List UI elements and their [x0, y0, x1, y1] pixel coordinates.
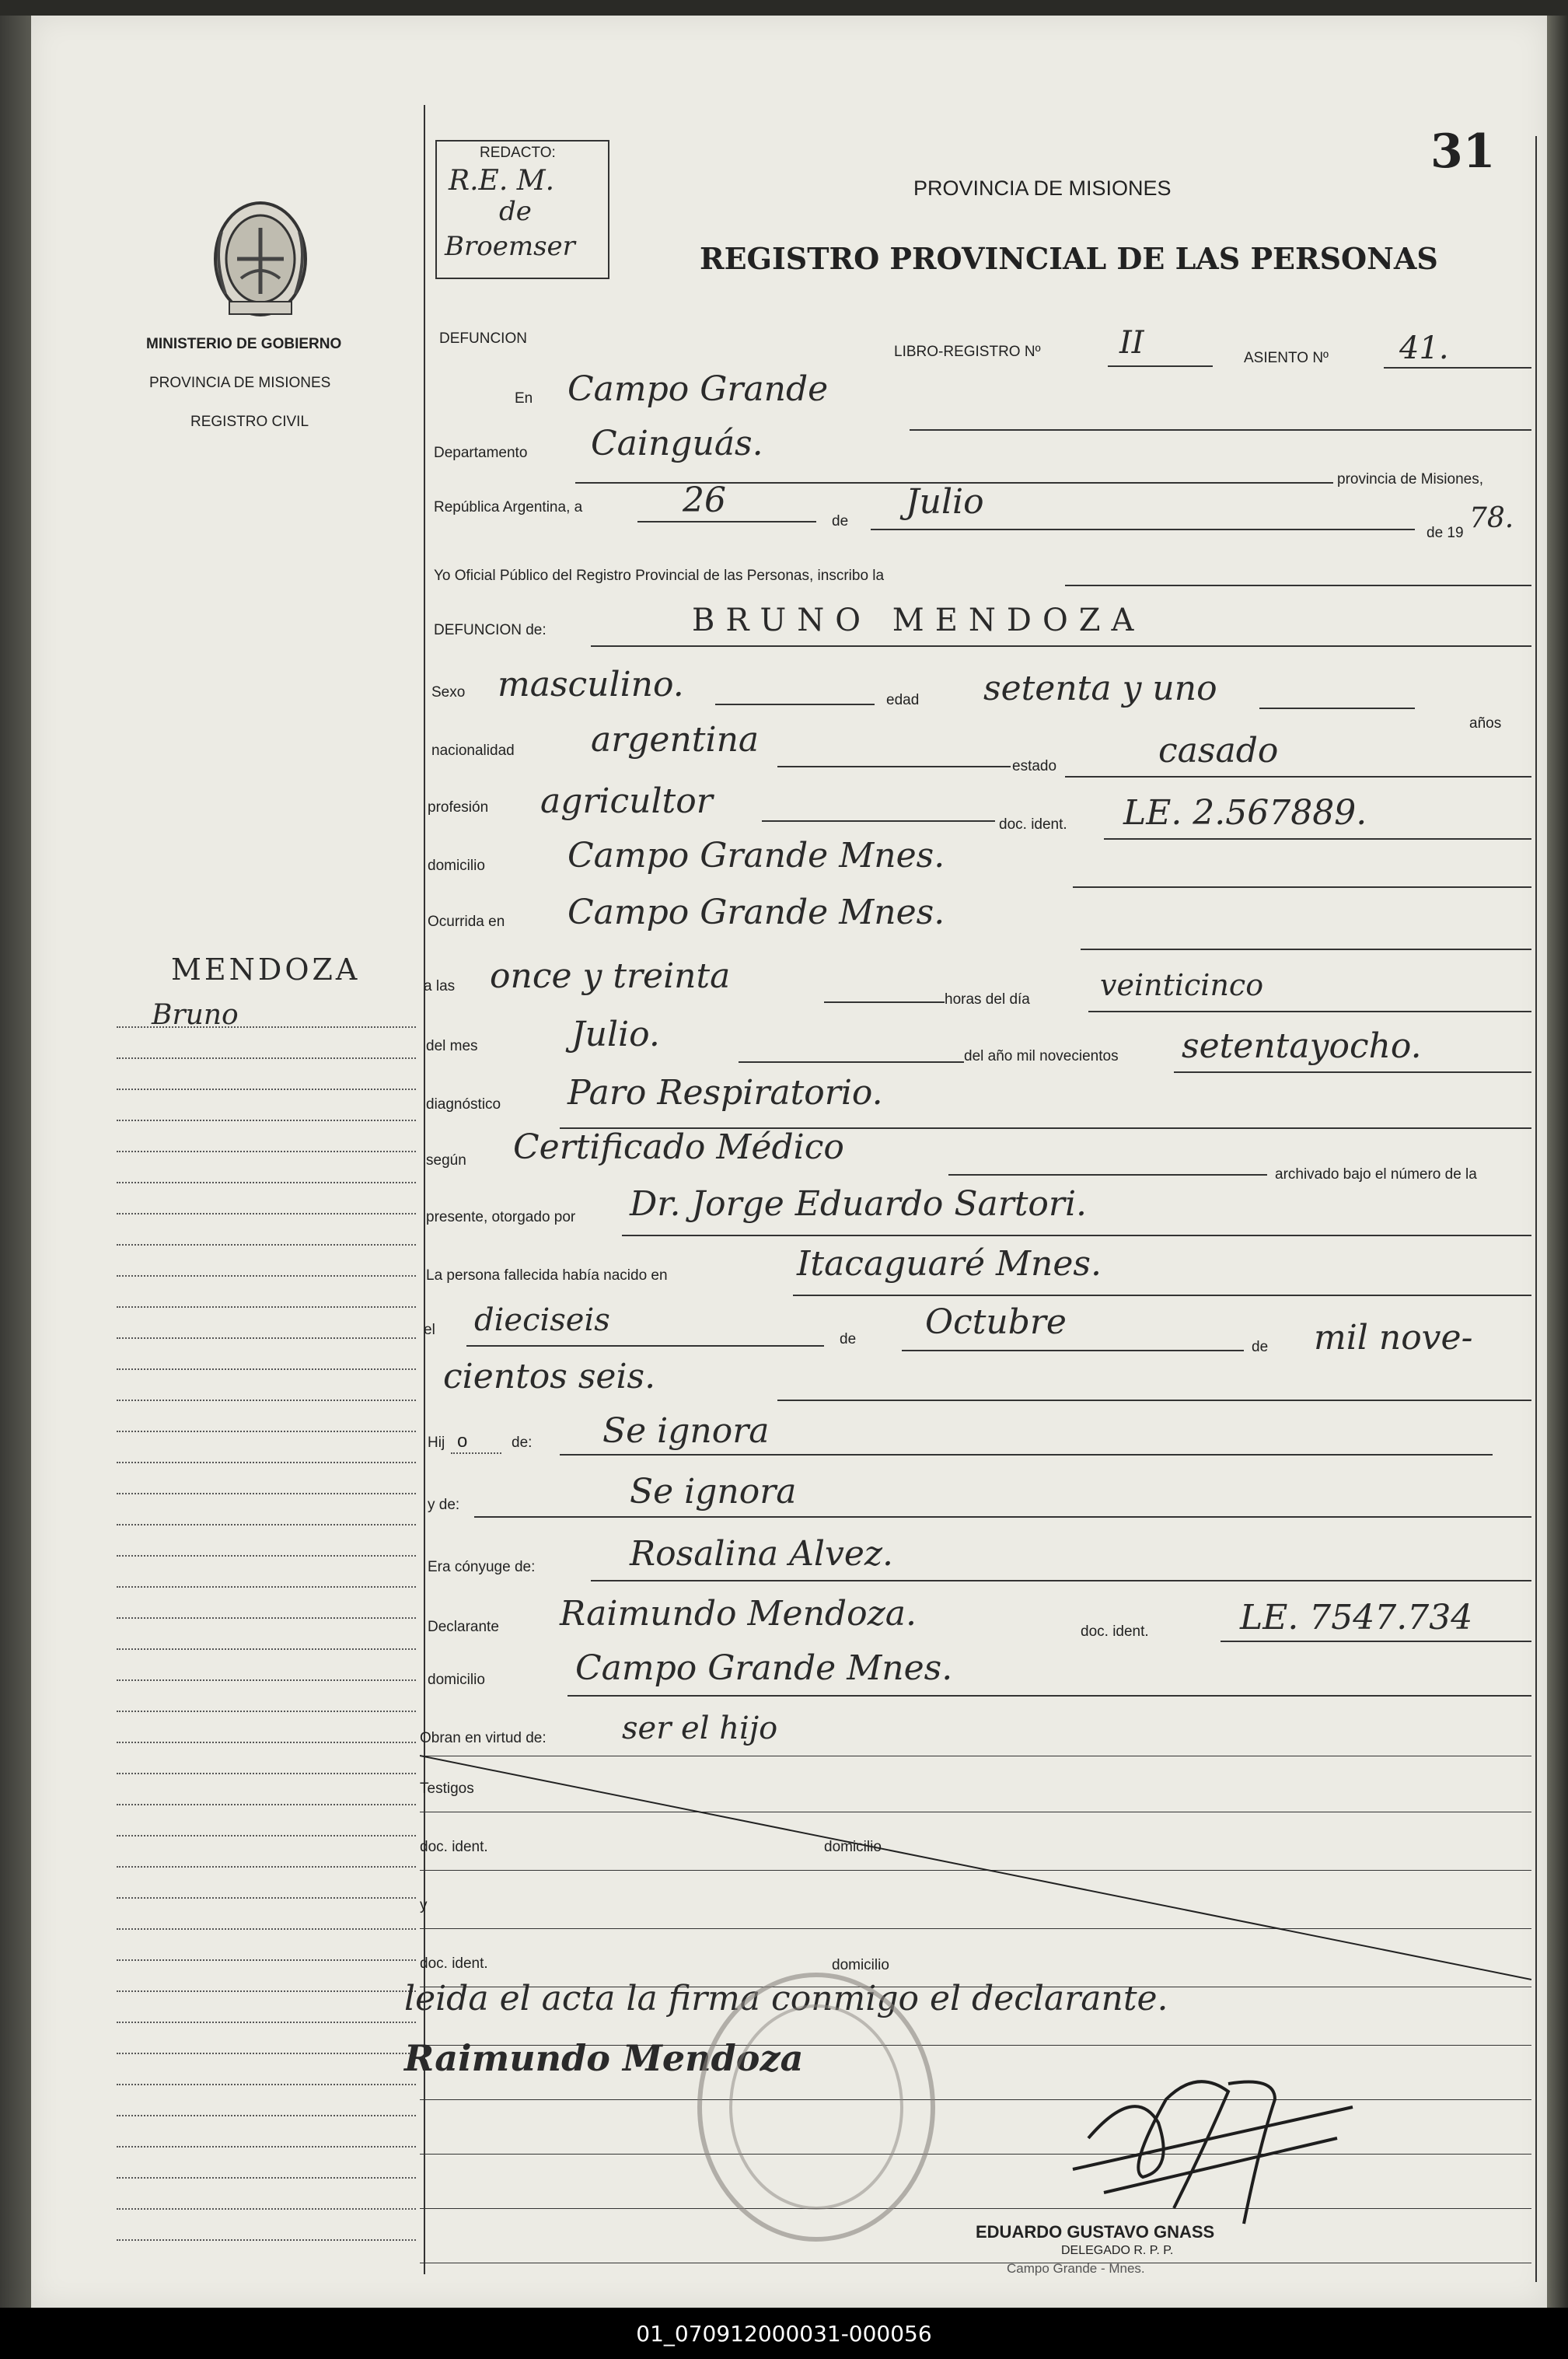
libro-label: LIBRO-REGISTRO Nº: [894, 344, 1041, 360]
provincia-suffix: provincia de Misiones,: [1337, 471, 1483, 488]
nac-de-label: de: [840, 1331, 857, 1347]
profesion-value: agricultor: [540, 781, 713, 821]
nacionalidad-value: argentina: [591, 720, 760, 760]
province-small-label: PROVINCIA DE MISIONES: [149, 375, 331, 391]
margin-surname: MENDOZA: [171, 952, 361, 987]
de-year-label: de 19: [1427, 525, 1464, 541]
round-stamp-icon: [692, 1967, 941, 2247]
delmes-label: del mes: [426, 1038, 478, 1054]
strike-line: [420, 1749, 1531, 1983]
de-label: de: [832, 513, 849, 529]
anio-texto-value: setentayocho.: [1182, 1026, 1422, 1066]
margin-name: Bruno: [152, 999, 239, 1031]
declarante-domicilio-label: domicilio: [428, 1672, 485, 1688]
act-type: DEFUNCION: [439, 330, 527, 347]
yde-label: y de:: [428, 1497, 460, 1513]
estado-label: estado: [1012, 758, 1057, 774]
diagnostico-value: Paro Respiratorio.: [567, 1073, 883, 1113]
testigo1-domicilio-label: domicilio: [824, 1839, 882, 1855]
nac-mes-value: Octubre: [925, 1302, 1067, 1342]
nacido-value: Itacaguaré Mnes.: [797, 1244, 1102, 1284]
diagnostico-label: diagnóstico: [426, 1096, 501, 1113]
declarante-label: Declarante: [428, 1619, 499, 1635]
redacto-line1: R.E. M.: [449, 165, 555, 197]
hijo-suffix: o: [457, 1431, 468, 1452]
stamp-place: Campo Grande - Mnes.: [1007, 2261, 1145, 2276]
officer-signature-icon: [1042, 2053, 1368, 2231]
y-label: y: [420, 1897, 428, 1913]
estado-value: casado: [1158, 731, 1279, 771]
civil-registry-label: REGISTRO CIVIL: [190, 414, 309, 430]
republica-label: República Argentina, a: [434, 499, 583, 515]
conyuge-label: Era cónyuge de:: [428, 1559, 536, 1575]
obran-label: Obran en virtud de:: [420, 1730, 547, 1746]
declarante-domicilio-value: Campo Grande Mnes.: [575, 1648, 953, 1688]
ocurrida-label: Ocurrida en: [428, 914, 505, 930]
nac-anio1-value: mil nove-: [1314, 1318, 1473, 1358]
mes-value: Julio: [906, 482, 984, 522]
leida-text: leida el acta la firma conmigo el declarante.: [404, 1979, 1168, 2018]
alas-label: a las: [424, 978, 456, 994]
hijo-de-label: de:: [512, 1435, 533, 1451]
obran-value: ser el hijo: [622, 1711, 778, 1746]
domicilio-label: domicilio: [428, 858, 485, 874]
declarante-doc-label: doc. ident.: [1081, 1623, 1149, 1640]
segun-value: Certificado Médico: [513, 1127, 844, 1167]
conyuge-value: Rosalina Alvez.: [630, 1534, 894, 1574]
el-label: el: [424, 1322, 435, 1338]
redacto-label: REDACTO:: [480, 145, 556, 161]
segun-label: según: [426, 1152, 466, 1169]
departamento-value: Cainguás.: [591, 424, 763, 463]
asiento-value: 41.: [1399, 330, 1449, 366]
asiento-label: ASIENTO Nº: [1244, 350, 1329, 366]
testigo2-doc-label: doc. ident.: [420, 1955, 488, 1972]
book-binding: [0, 16, 31, 2308]
sexo-value: masculino.: [498, 665, 684, 704]
profesion-label: profesión: [428, 799, 489, 816]
madre-value: Se ignora: [630, 1472, 797, 1512]
libro-value: II: [1119, 325, 1144, 361]
nac-de2-label: de: [1252, 1339, 1269, 1355]
hora-value: once y treinta: [490, 956, 731, 996]
nacionalidad-label: nacionalidad: [431, 743, 515, 759]
dia-texto-value: veinticinco: [1100, 968, 1264, 1002]
otorgado-value: Dr. Jorge Eduardo Sartori.: [630, 1184, 1088, 1224]
coat-of-arms-icon: [206, 185, 315, 325]
registry-title: REGISTRO PROVINCIAL DE LAS PERSONAS: [700, 241, 1438, 276]
padre-value: Se ignora: [602, 1411, 770, 1451]
oficial-text: Yo Oficial Público del Registro Provincial de las Personas, inscribo la: [434, 568, 885, 584]
doc-value: LE. 2.567889.: [1123, 793, 1367, 833]
testigos-label: Testigos: [420, 1781, 474, 1797]
declarante-doc-value: LE. 7547.734: [1240, 1598, 1473, 1637]
redacto-line3: Broemser: [445, 231, 575, 262]
hijo-label: Hij: [428, 1435, 445, 1451]
declarante-value: Raimundo Mendoza.: [560, 1594, 917, 1634]
redacto-line2: de: [499, 196, 532, 227]
nac-anio2-value: cientos seis.: [443, 1357, 656, 1396]
departamento-label: Departamento: [434, 445, 528, 461]
page-edge: [1547, 16, 1568, 2308]
en-value: Campo Grande: [567, 369, 829, 409]
archivado-label: archivado bajo el número de la: [1275, 1166, 1477, 1183]
defuncion-de-label: DEFUNCION de:: [434, 622, 547, 638]
horas-dia-label: horas del día: [945, 991, 1030, 1008]
edad-label: edad: [886, 692, 920, 708]
anio-mil-label: del año mil novecientos: [964, 1048, 1119, 1064]
dia-value: 26: [683, 481, 726, 520]
doc-label: doc. ident.: [999, 816, 1067, 833]
register-page: [31, 16, 1547, 2308]
stamp-name: EDUARDO GUSTAVO GNASS: [976, 2222, 1215, 2242]
page-number: 31: [1430, 124, 1496, 179]
testigo1-doc-label: doc. ident.: [420, 1839, 488, 1855]
declarante-signature: Raimundo Mendoza: [404, 2037, 804, 2079]
redacto-box: [435, 140, 609, 279]
domicilio-value: Campo Grande Mnes.: [567, 836, 945, 875]
province-title: PROVINCIA DE MISIONES: [913, 176, 1172, 200]
image-caption: 01_070912000031-000056: [0, 2308, 1568, 2359]
en-label: En: [515, 390, 533, 407]
anios-label: años: [1469, 715, 1502, 732]
mes2-value: Julio.: [571, 1015, 660, 1054]
sexo-label: Sexo: [431, 684, 466, 701]
anio-value: 78.: [1469, 502, 1514, 534]
nombre-value: BRUNO MENDOZA: [692, 603, 1145, 638]
nacido-label: La persona fallecida había nacido en: [426, 1267, 668, 1284]
stamp-role: DELEGADO R. P. P.: [1061, 2244, 1174, 2257]
nac-dia-value: dieciseis: [474, 1302, 610, 1338]
ministry-label: MINISTERIO DE GOBIERNO: [146, 336, 342, 352]
right-border: [1535, 136, 1537, 2282]
presente-label: presente, otorgado por: [426, 1209, 576, 1225]
testigo2-domicilio-label: domicilio: [832, 1957, 889, 1973]
ocurrida-value: Campo Grande Mnes.: [567, 893, 945, 932]
edad-value: setenta y uno: [983, 669, 1217, 708]
